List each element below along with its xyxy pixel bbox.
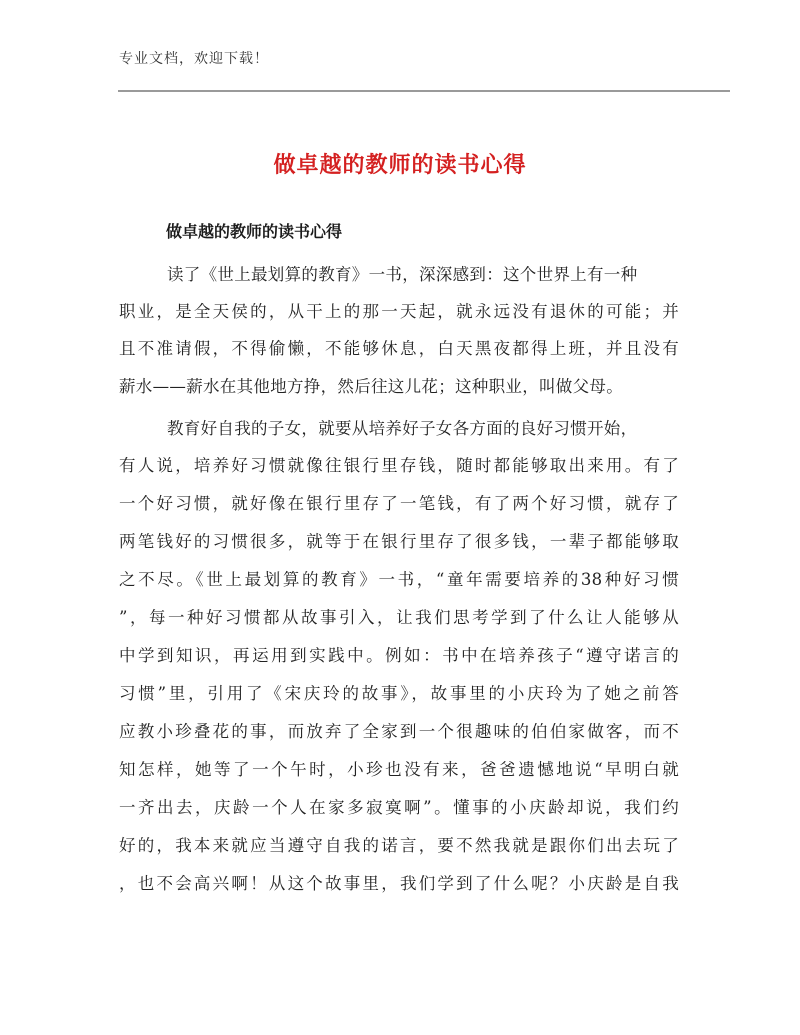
body-line: 知怎样，她等了一个午时，小珍也没有来，爸爸遗憾地说“早明白就 [119, 760, 679, 779]
body-line: 一齐出去，庆龄一个人在家多寂寞啊”。懂事的小庆龄却说，我们约 [119, 798, 679, 817]
body-line: ”，每一种好习惯都从故事引入，让我们思考学到了什么让人能够从 [119, 608, 679, 627]
body-line: 习惯”里，引用了《宋庆玲的故事》，故事里的小庆玲为了她之前答 [119, 684, 679, 703]
document-title: 做卓越的教师的读书心得 [273, 153, 527, 178]
body-line: 好的，我本来就应当遵守自我的诺言，要不然我就是跟你们出去玩了 [119, 836, 679, 855]
body-line: 中学到知识，再运用到实践中。例如：书中在培养孩子“遵守诺言的 [119, 646, 679, 665]
header-divider [118, 90, 730, 92]
body-line: 职业，是全天侯的，从干上的那一天起，就永远没有退休的可能；并 [119, 302, 679, 321]
page-header-text: 专业文档，欢迎下载！ [119, 51, 269, 67]
body-line: 之不尽。《世上最划算的教育》一书，“童年需要培养的38种好习惯 [119, 570, 679, 589]
body-line: 薪水——薪水在其他地方挣，然后往这儿花；这种职业，叫做父母。 [119, 377, 623, 396]
body-line: 两笔钱好的习惯很多，就等于在银行里存了很多钱，一辈子都能够取 [119, 532, 679, 551]
body-line: 教育好自我的子女，就要从培养好子女各方面的良好习惯开始， [167, 419, 638, 438]
section-subtitle: 做卓越的教师的读书心得 [166, 222, 343, 241]
body-line: 有人说，培养好习惯就像往银行里存钱，随时都能够取出来用。有了 [119, 456, 679, 475]
body-line: 应教小珍叠花的事，而放弃了全家到一个很趣味的伯伯家做客，而不 [119, 722, 679, 741]
body-line: 且不准请假，不得偷懒，不能够休息，白天黑夜都得上班，并且没有 [119, 339, 679, 358]
body-line: 读了《世上最划算的教育》一书，深深感到：这个世界上有一种 [167, 265, 638, 284]
body-line: 一个好习惯，就好像在银行里存了一笔钱，有了两个好习惯，就存了 [119, 494, 679, 513]
body-line: ，也不会高兴啊！从这个故事里，我们学到了什么呢？小庆龄是自我 [119, 874, 679, 893]
